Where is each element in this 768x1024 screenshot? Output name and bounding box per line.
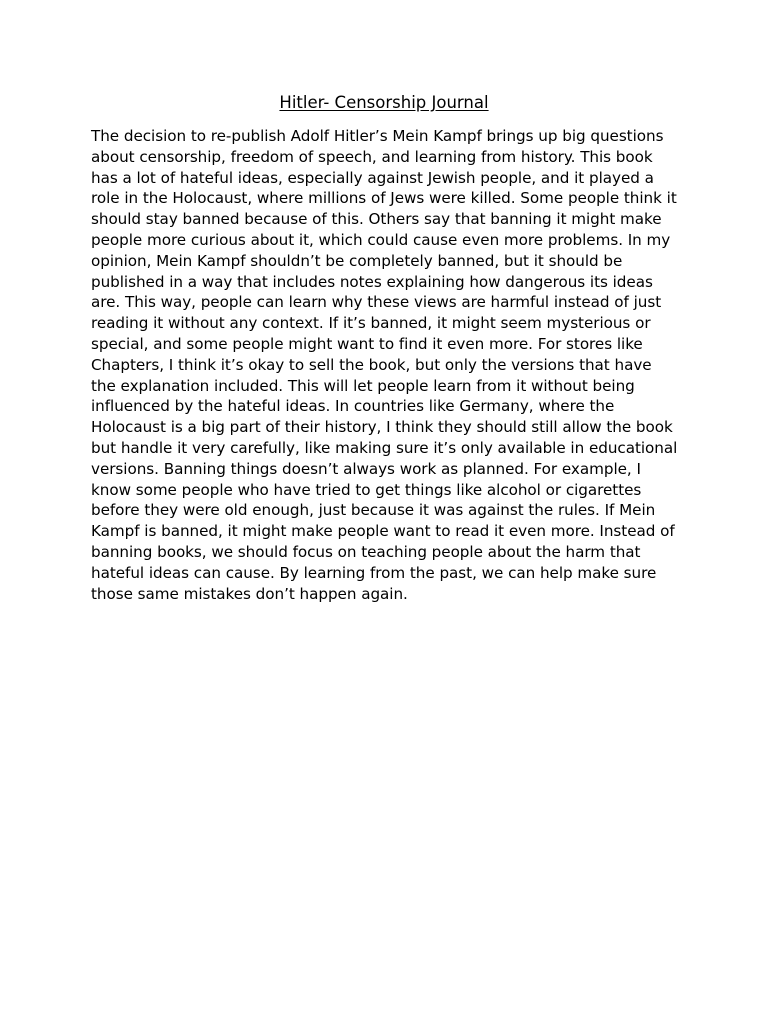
document-body-paragraph: The decision to re-publish Adolf Hitler’s Mein Kampf brings up big questions about censorship, freedom of speech, and learning from history. This book has a lot of hateful ideas, especially against Jewish people, and it played a role in the Holocaust, where millions of Jews were killed. Some people think it should stay banned because of this. Others say that banning it might make people more curious about it, which could cause even more problems. In my opinion, Mein Kampf shouldn’t be completely banned, but it should be published in a way that includes notes explaining how dangerous its ideas are. This way, people can learn why these views are harmful instead of just reading it without any context. If it’s banned, it might seem mysterious or special, and some people might want to find it even more. For stores like Chapters, I think it’s okay to sell the book, but only the versions that have the explanation included. This will let people learn from it without being influenced by the hateful ideas. In countries like Germany, where the Holocaust is a big part of their history, I think they should still allow the book but handle it very carefully, like making sure it’s only available in educational versions. Banning things doesn’t always work as planned. For example, I know some people who have tried to get things like alcohol or cigarettes before they were old enough, just because it was against the rules. If Mein Kampf is banned, it might make people want to read it even more. Instead of banning books, we should focus on teaching people about the harm that hateful ideas can cause. By learning from the past, we can help make sure those same mistakes don’t happen again. [91, 127, 678, 603]
document-title: Hitler- Censorship Journal [279, 93, 489, 112]
